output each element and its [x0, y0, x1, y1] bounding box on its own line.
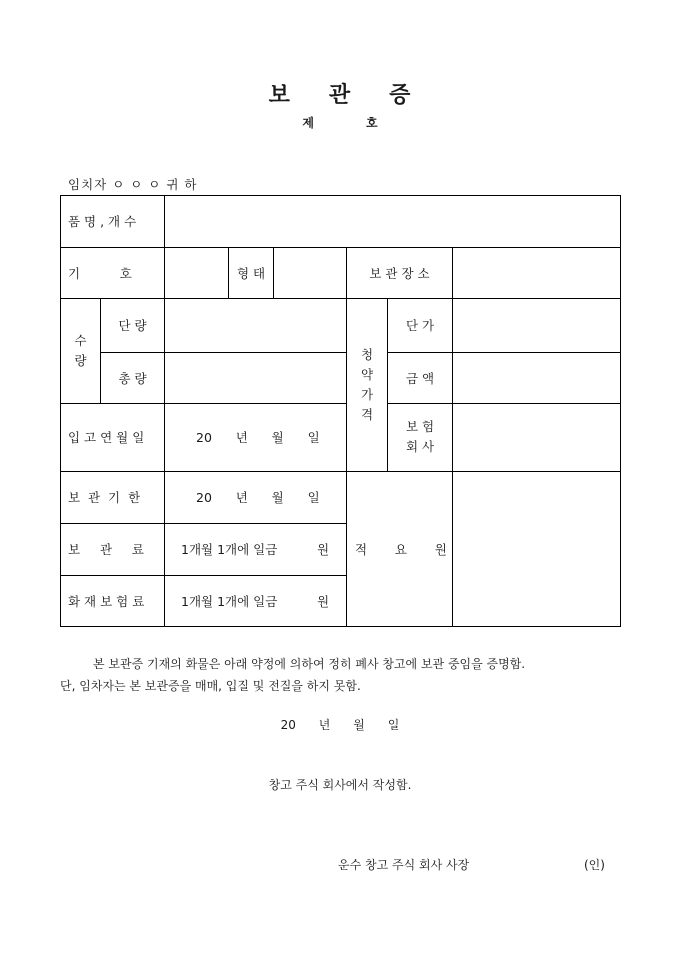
- president-signature-line: 운수 창고 주식 회사 사장: [338, 858, 470, 872]
- storage-period-label: 보 관 기 한: [68, 490, 141, 505]
- storage-place-label: 보 관 장 소: [369, 265, 430, 281]
- unit-qty-label: 단 량: [118, 318, 147, 333]
- storage-fee-label: 보 관 료: [68, 542, 144, 557]
- title-char-1: 보: [268, 82, 291, 108]
- remarks-label: 적 요 원: [355, 541, 447, 557]
- issue-date: 20 년 월 일: [280, 718, 400, 732]
- seal-mark: (인): [584, 858, 605, 872]
- stock-date-value: 20 년 월 일: [196, 430, 320, 445]
- restriction-text: 단, 임차자는 본 보관증을 매매, 입질 및 전질을 하지 못함.: [60, 679, 361, 693]
- storage-receipt-table: [60, 195, 621, 627]
- mark-field[interactable]: [165, 247, 228, 298]
- certification-text: 본 보관증 기재의 화물은 아래 약정에 의하여 정히 폐사 창고에 보관 중임을 증명함.: [93, 657, 526, 671]
- mark-label: 기 호: [68, 265, 132, 281]
- item-count-label: 품 명 , 개 수: [68, 214, 137, 229]
- document-number: [0, 114, 680, 131]
- storage-place-field[interactable]: [453, 247, 620, 298]
- item-count-field[interactable]: [165, 195, 620, 247]
- storage-period-value: 20 년 월 일: [196, 490, 320, 505]
- title-char-2: 관: [328, 82, 352, 108]
- fire-insurance-value: 1개월 1개에 일금 원: [181, 593, 330, 609]
- total-qty-field[interactable]: [165, 352, 346, 403]
- shape-field[interactable]: [274, 247, 346, 298]
- unit-price-field[interactable]: [453, 298, 620, 352]
- insurance-company-field[interactable]: [453, 403, 620, 471]
- contract-price-label: 청 약 가 격: [360, 346, 374, 422]
- shape-label: 형 태: [236, 265, 266, 281]
- quantity-label: 수 량: [74, 332, 87, 368]
- addressee: 임치자 ㅇ ㅇ ㅇ 귀 하: [68, 177, 198, 192]
- total-qty-label: 총 량: [118, 370, 147, 386]
- fire-insurance-label: 화 재 보 험 료: [68, 593, 145, 609]
- unit-price-label: 단 가: [405, 318, 435, 333]
- title-char-3: 증: [389, 82, 412, 108]
- amount-field[interactable]: [453, 352, 620, 403]
- issuer-statement: 창고 주식 회사에서 작성함.: [268, 778, 412, 792]
- stock-date-label: 입 고 연 월 일: [68, 430, 145, 445]
- document-title: [0, 78, 680, 109]
- unit-qty-field[interactable]: [165, 298, 346, 352]
- insurance-company-label: 보 험 회 사: [405, 419, 435, 454]
- number-prefix: 제: [302, 116, 314, 130]
- number-suffix: 호: [366, 116, 378, 130]
- amount-label: 금 액: [405, 370, 435, 386]
- remarks-field[interactable]: [453, 471, 620, 626]
- storage-fee-value: 1개월 1개에 일금 원: [181, 542, 330, 557]
